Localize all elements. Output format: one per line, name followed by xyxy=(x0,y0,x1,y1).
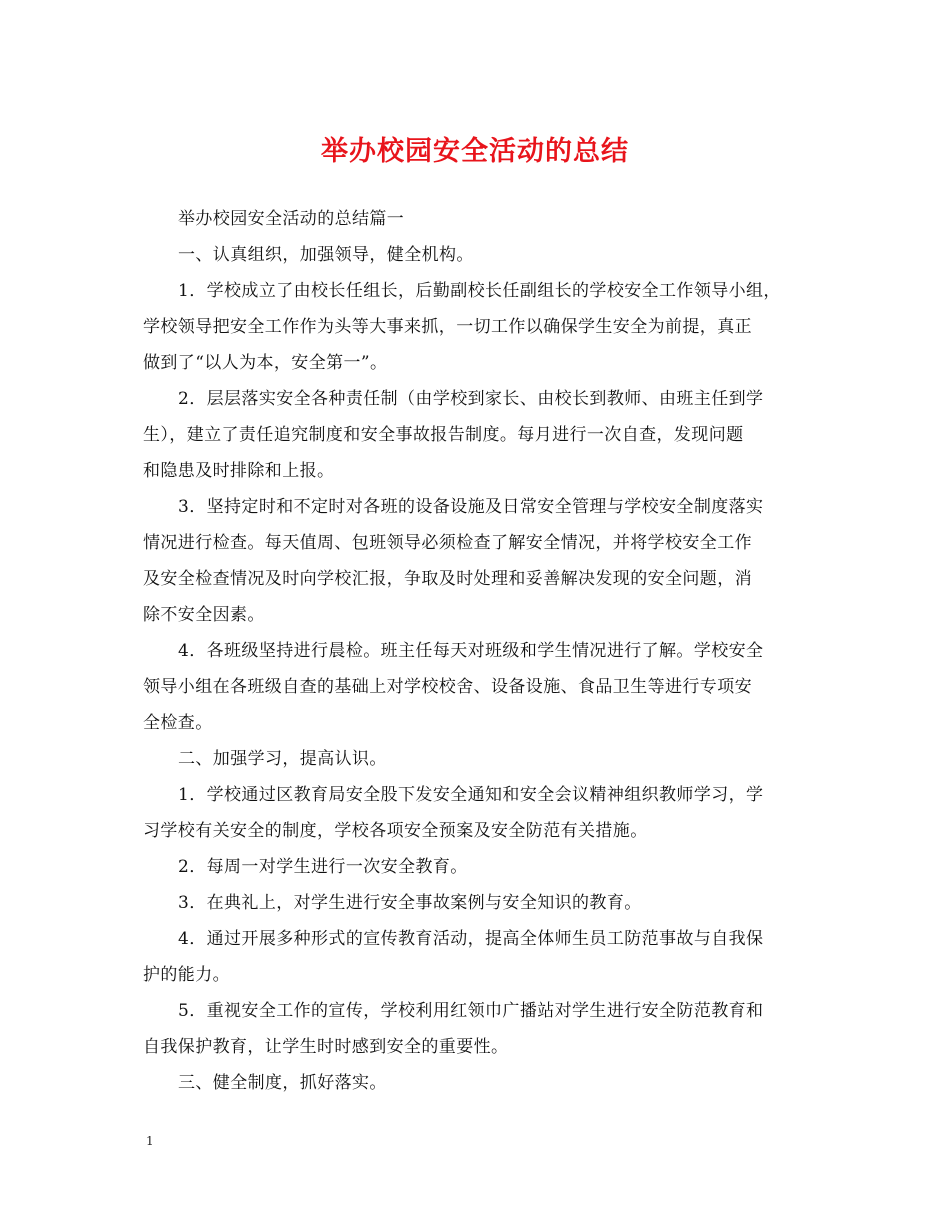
paragraph-line: 领导小组在各班级自查的基础上对学校校舍、设备设施、食品卫生等进行专项安 xyxy=(143,677,752,697)
paragraph-line: 生），建立了责任追究制度和安全事故报告制度。每月进行一次自查，发现问题 xyxy=(143,425,744,445)
section-heading-1: 一、认真组织，加强领导，健全机构。 xyxy=(178,245,474,265)
section-heading-2: 二、加强学习，提高认识。 xyxy=(178,749,387,769)
paragraph-line: 全检查。 xyxy=(143,713,213,733)
paragraph-line: 除不安全因素。 xyxy=(143,605,265,625)
paragraph-line: 1．学校成立了由校长任组长，后勤副校长任副组长的学校安全工作领导小组， xyxy=(178,281,781,301)
paragraph-line: 学校领导把安全工作作为头等大事来抓，一切工作以确保学生安全为前提，真正 xyxy=(143,317,752,337)
paragraph-line: 5．重视安全工作的宣传，学校利用红领巾广播站对学生进行安全防范教育和 xyxy=(178,1001,764,1021)
section-heading-3: 三、健全制度，抓好落实。 xyxy=(178,1073,387,1093)
paragraph-line: 2．层层落实安全各种责任制（由学校到家长、由校长到教师、由班主任到学 xyxy=(178,389,764,409)
paragraph-line: 4．各班级坚持进行晨检。班主任每天对班级和学生情况进行了解。学校安全 xyxy=(178,641,764,661)
paragraph-line: 护的能力。 xyxy=(143,965,230,985)
paragraph-line: 3．坚持定时和不定时对各班的设备设施及日常安全管理与学校安全制度落实 xyxy=(178,497,764,517)
paragraph-line: 和隐患及时排除和上报。 xyxy=(143,461,335,481)
paragraph-line: 情况进行检查。每天值周、包班领导必须检查了解安全情况，并将学校安全工作 xyxy=(143,533,752,553)
paragraph-line: 习学校有关安全的制度，学校各项安全预案及安全防范有关措施。 xyxy=(143,821,648,841)
page-number: 1 xyxy=(146,1134,154,1148)
paragraph-line: 自我保护教育，让学生时时感到安全的重要性。 xyxy=(143,1037,509,1057)
paragraph-line: 3．在典礼上，对学生进行安全事故案例与安全知识的教育。 xyxy=(178,893,642,913)
paragraph-line: 及安全检查情况及时向学校汇报，争取及时处理和妥善解决发现的安全问题，消 xyxy=(143,569,752,589)
document-title: 举办校园安全活动的总结 xyxy=(321,136,629,167)
subtitle-line: 举办校园安全活动的总结篇一 xyxy=(178,209,405,229)
paragraph-line: 做到了“以人为本，安全第一”。 xyxy=(143,353,388,373)
paragraph-line: 4．通过开展多种形式的宣传教育活动，提高全体师生员工防范事故与自我保 xyxy=(178,929,764,949)
paragraph-line: 2．每周一对学生进行一次安全教育。 xyxy=(178,857,468,877)
paragraph-line: 1．学校通过区教育局安全股下发安全通知和安全会议精神组织教师学习，学 xyxy=(178,785,764,805)
